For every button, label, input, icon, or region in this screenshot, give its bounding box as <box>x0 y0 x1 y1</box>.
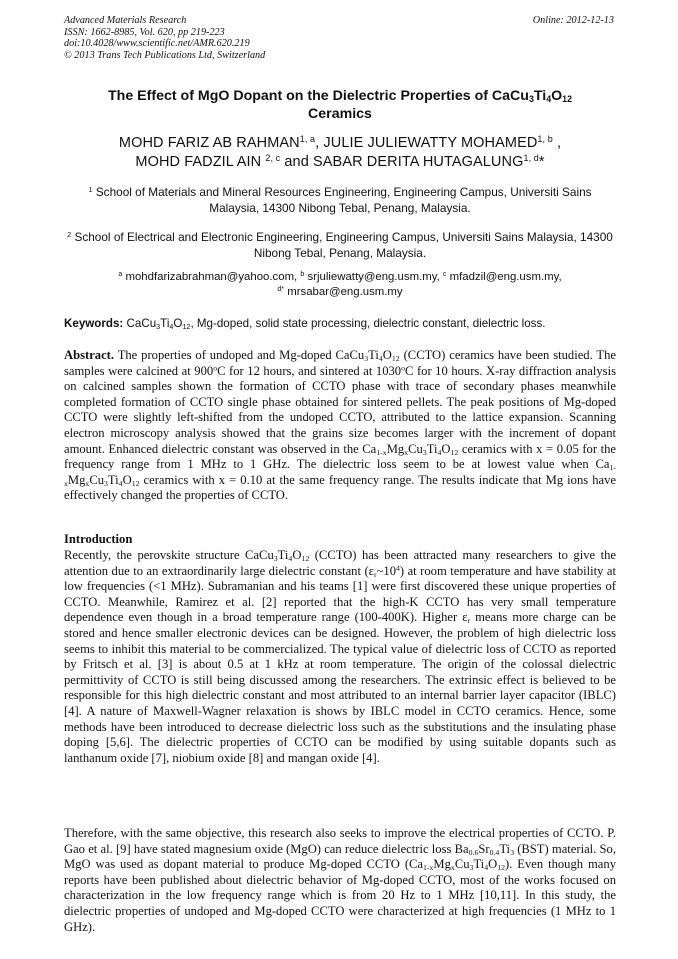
abstract-label: Abstract. <box>64 348 115 362</box>
email-link[interactable]: mfadzil@eng.usm.my, <box>449 271 562 283</box>
intro-paragraph-2: Therefore, with the same objective, this research also seeks to improve the electrical properties of CCTO. P. Gao et al. [9] have stated magnesium oxide (MgO) can reduce dielectric loss $Ba_{0.6}Sr_{0.4}Ti_3$ (BST) material. So, MgO was used as dopant material to produce Mg-doped CCTO $(Ca_{1-x}Mg_xCu_3Ti_4O_{12})$. Even though many reports have been published about dielectric behavior of Mg-doped CCTO, most of the works focused on characterization in the low frequency range which is from 20 Hz to 1 MHz [10,11]. In this study, the dielectric properties of undoped and Mg-doped CCTO were characterized at high frequencies (1 MHz to 1 GHz). <box>64 826 616 934</box>
journal-name: Advanced Materials Research <box>64 15 187 26</box>
affiliation-1: $^1$ School of Materials and Mineral Resources Engineering, Engineering Campus, Universiti Sains Malaysia, 14300 Nibong Tebal, Penang, Malaysia. <box>88 184 592 215</box>
online-date: Online: 2012-12-13 <box>532 15 614 26</box>
paper-title: The Effect of MgO Dopant on the Dielectric Properties of $CaCu_3Ti_4O_{12}$ Ceramics <box>108 88 572 122</box>
email-list: $^a$ mohdfarizabrahman@yahoo.com, $^b$ srjuliewatty@eng.usm.my, $^c$ mfadzil@eng.usm.my, $^{d*}$ mrsabar@eng.usm.my <box>118 271 562 298</box>
author-list: MOHD FARIZ AB RAHMAN$^{1, a}$, JULIE JULIEWATTY MOHAMED$^{1, b}$ , MOHD FADZIL AIN $^{2, c}$ and SABAR DERITA HUTAGALUNG$^{1, d}$* <box>118 134 562 170</box>
journal-header <box>64 15 616 61</box>
issn-line: ISSN: 1662-8985, Vol. 620, pp 219-223 <box>64 26 225 38</box>
author-name: MOHD FADZIL AIN <box>135 154 262 170</box>
doi-line: doi:10.4028/www.scientific.net/AMR.620.219 <box>64 38 250 50</box>
email-link[interactable]: srjuliewatty@eng.usm.my, <box>307 271 440 283</box>
author-name: and SABAR DERITA HUTAGALUNG <box>280 154 524 170</box>
keywords-label: Keywords: <box>64 317 124 330</box>
intro-paragraph-1: Recently, the perovskite structure $CaCu_3Ti_4O_{12}$ (CCTO) has been attracted many researchers to give the attention due to an extraordinarily large dielectric constant $(\varepsilon_r\sim 10^4)$ at room temperature and have stability at low frequencies (<1 MHz). Subramanian and his teams [1] were first discovered these unique properties of CCTO. Meanwhile, Ramirez et al. [2] reported that the high-K CCTO has very small temperature dependence even though in a broad temperature range (100-400K). Higher $\varepsilon_r$ means more charge can be stored and hence smaller electronic devices can be designed. However, the problem of high dielectric loss seems to inhibit this material to be commercialized. The typical value of dielectric loss of CCTO as reported by Fritsch et al. [3] is about 0.5 at 1 kHz at room temperature. The origin of the colossal dielectric permittivity of CCTO is still being discussed among the researchers. The extrinsic effect is believed to be responsible for this high dielectric constant and most attributed to an internal barrier layer capacitor (IBLC) [4]. A nature of Maxwell-Wagner relaxation is shows by IBLC model in CCTO ceramics. Hence, some methods have been introduced to decrease dielectric loss such as the substitutions and the insulating phase doping [5,6]. The dielectric properties of CCTO can be modified by using suitable dopants such as lanthanum oxide [7], niobium oxide [8] and mangan oxide [4]. <box>64 548 616 765</box>
email-link[interactable]: mrsabar@eng.usm.my <box>287 286 403 298</box>
author-name: , JULIE JULIEWATTY MOHAMED <box>315 135 538 151</box>
copyright-line: © 2013 Trans Tech Publications Ltd, Switzerland <box>64 49 266 61</box>
email-link[interactable]: mohdfarizabrahman@yahoo.com, <box>125 271 298 283</box>
abstract: Abstract. The properties of undoped and Mg-doped $CaCu_3Ti_4O_{12}$ (CCTO) ceramics have been studied. The samples were calcined at 900$^o$C for 12 hours, and sintered at 1030$^o$C for 10 hours. X-ray diffraction analysis on calcined samples shown the formation of CCTO phase with trace of secondary phases meanwhile completed formation of CCTO single phase obtained for sintered pellets. The peak positions of Mg-doped CCTO were slightly left-shifted from the undoped CCTO, attributed to the lattice expansion. Scanning electron microscopy analysis showed that the grains size becomes larger with the increment of dopant amount. Enhanced dielectric constant was observed in the $Ca_{1-x}Mg_xCu_3Ti_4O_{12}$ ceramics with x = 0.05 for the frequency range from 1 MHz to 1 GHz. The dielectric loss seem to be at lowest value when $Ca_{1-x}Mg_xCu_3Ti_4O_{12}$ ceramics with x = 0.10 at the same frequency range. The results indicate that Mg ions have effectively changed the properties of CCTO. <box>64 348 617 503</box>
section-heading-introduction: Introduction <box>64 532 133 546</box>
keywords: Keywords: $CaCu_3Ti_4O_{12}$, Mg-doped, solid state processing, dielectric constant, dielectric loss. <box>64 317 546 331</box>
affiliation-2: $^2$ School of Electrical and Electronic Engineering, Engineering Campus, Universiti Sains Malaysia, 14300 Nibong Tebal, Penang, Malaysia. <box>67 229 613 260</box>
author-name: MOHD FARIZ AB RAHMAN <box>118 135 300 151</box>
corresponding-mark: * <box>538 154 545 170</box>
